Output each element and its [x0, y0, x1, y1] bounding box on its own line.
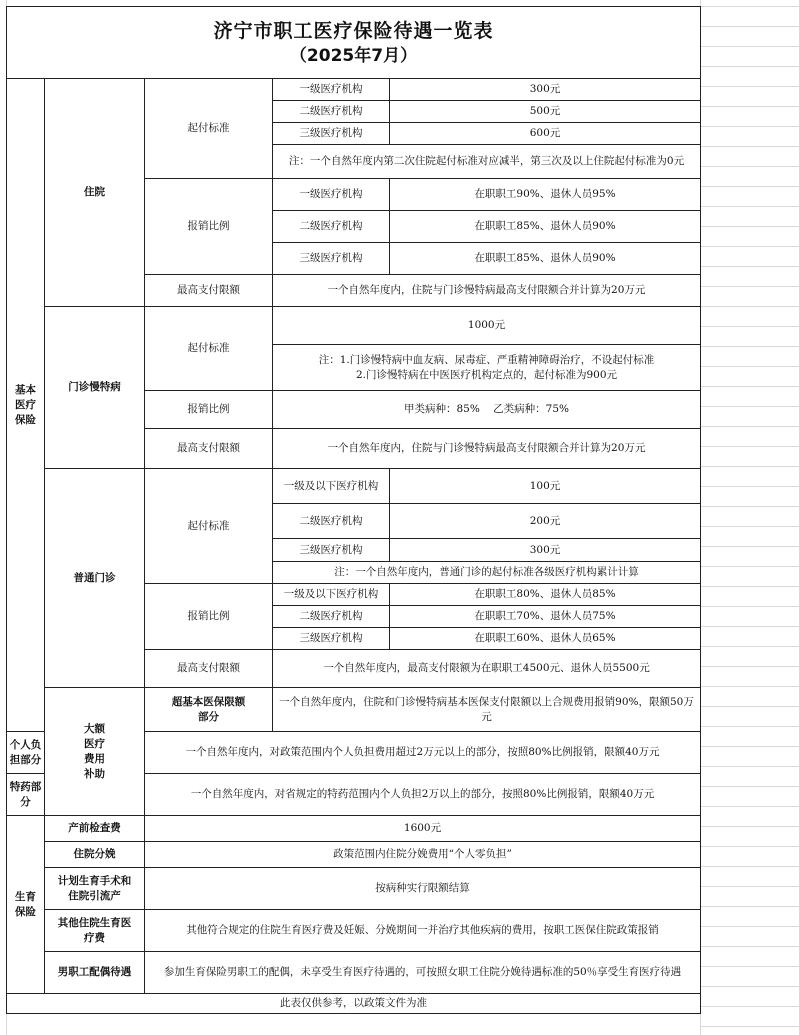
maternity-row-label: 男职工配偶待遇 [45, 952, 145, 994]
inpatient-ratio-level: 一级医疗机构 [273, 179, 390, 211]
grid-row-line [700, 186, 800, 187]
inpatient-ratio-value: 在职职工85%、退休人员90% [390, 243, 701, 275]
major-row-label [145, 688, 273, 732]
outpatient-deductible-label: 起付标准 [145, 469, 273, 584]
footer-note: 此表仅供参考，以政策文件为准 [7, 994, 701, 1014]
grid-row-line [700, 6, 800, 7]
inpatient-deductible-level: 二级医疗机构 [273, 101, 390, 123]
outpatient-ratio-level: 三级医疗机构 [273, 628, 390, 650]
grid-row-line [700, 86, 800, 87]
grid-row-line [700, 786, 800, 787]
grid-row-line [700, 486, 800, 487]
grid-row-line [700, 806, 800, 807]
outpatient-ratio-value: 在职职工80%、退休人员85% [390, 584, 701, 606]
outpatient-cap-label: 最高支付限额 [145, 650, 273, 688]
grid-row-line [700, 986, 800, 987]
grid-row-line [700, 266, 800, 267]
page-title [7, 7, 701, 79]
grid-row-line [700, 746, 800, 747]
grid-row-line [700, 386, 800, 387]
maternity-label-text: 其他住院生育医 疗费 [57, 916, 132, 944]
chronic-deductible-note [273, 345, 701, 391]
maternity-row-label: 住院分娩 [45, 842, 145, 868]
outpatient-deductible-value: 200元 [390, 504, 701, 539]
major-row-value: 一个自然年度内，住院和门诊慢特病基本医保支付限额以上合规费用报销90%，限额50万元 [273, 688, 701, 732]
grid-row-line [700, 686, 800, 687]
grid-row-line [700, 586, 800, 587]
grid-row-line [700, 306, 800, 307]
title-sub: （2025年7月） [289, 45, 418, 66]
grid-row-line [700, 826, 800, 827]
maternity-row-label [45, 910, 145, 952]
maternity-row-value: 参加生育保险男职工的配偶，未享受生育医疗待遇的，可按照女职工住院分娩待遇标准的50％享受生育医疗待遇 [145, 952, 701, 994]
grid-row-line [700, 766, 800, 767]
outpatient-deductible-level: 一级及以下医疗机构 [273, 469, 390, 504]
inpatient-deductible-value: 600元 [390, 123, 701, 145]
major-row-label: 特药部分 [7, 774, 45, 816]
category-major-medical [45, 688, 145, 816]
inpatient-cap-value: 一个自然年度内，住院与门诊慢特病最高支付限额合并计算为20万元 [273, 275, 701, 307]
grid-row-line [700, 626, 800, 627]
outpatient-ratio-value: 在职职工60%、退休人员65% [390, 628, 701, 650]
inpatient-cap-label: 最高支付限额 [145, 275, 273, 307]
inpatient-deductible-level: 一级医疗机构 [273, 79, 390, 101]
maternity-label-text: 计划生育手术和 住院引流产 [57, 874, 132, 902]
grid-row-line [700, 446, 800, 447]
outpatient-ratio-level: 二级医疗机构 [273, 606, 390, 628]
outpatient-deductible-level: 三级医疗机构 [273, 539, 390, 562]
grid-row-line [700, 246, 800, 247]
grid-row-line [700, 146, 800, 147]
grid-row-line [700, 726, 800, 727]
outpatient-deductible-value: 100元 [390, 469, 701, 504]
title-main: 济宁市职工医疗保险待遇一览表 [213, 19, 494, 42]
chronic-deductible-label: 起付标准 [145, 307, 273, 391]
grid-row-line [700, 666, 800, 667]
category-major-label: 大额 医疗 费用 补助 [84, 722, 105, 780]
inpatient-deductible-value: 300元 [390, 79, 701, 101]
grid-row-line [700, 466, 800, 467]
maternity-row-value: 按病种实行限额结算 [145, 868, 701, 910]
category-maternity [7, 816, 45, 994]
grid-row-line [700, 106, 800, 107]
chronic-cap-value: 一个自然年度内，住院与门诊慢特病最高支付限额合并计算为20万元 [273, 429, 701, 469]
grid-row-line [700, 126, 800, 127]
inpatient-deductible-note: 注：一个自然年度内第二次住院起付标准对应减半，第三次及以上住院起付标准为0元 [273, 145, 701, 179]
grid-row-line [700, 326, 800, 327]
category-maternity-label: 生育 保险 [15, 890, 36, 918]
grid-row-line [700, 406, 800, 407]
inpatient-deductible-level: 三级医疗机构 [273, 123, 390, 145]
grid-row-line [700, 426, 800, 427]
maternity-row-value: 政策范围内住院分娩费用“个人零负担” [145, 842, 701, 868]
grid-row-line [700, 226, 800, 227]
chronic-cap-label: 最高支付限额 [145, 429, 273, 469]
maternity-row-label [45, 868, 145, 910]
grid-row-line [700, 1006, 800, 1007]
category-basic-label: 基本 医疗 保险 [15, 383, 36, 426]
grid-row-line [700, 506, 800, 507]
grid-row-line [700, 26, 800, 27]
outpatient-cap-value: 一个自然年度内，最高支付限额为在职职工4500元、退休人员5500元 [273, 650, 701, 688]
grid-row-line [700, 926, 800, 927]
chronic-ratio-value: 甲类病种：85% 乙类病种：75% [273, 391, 701, 429]
major-row-value: 一个自然年度内，对省规定的特药范围内个人负担2万以上的部分，按照80%比例报销，限额40万元 [145, 774, 701, 816]
chronic-ratio-label: 报销比例 [145, 391, 273, 429]
outpatient-ratio-label: 报销比例 [145, 584, 273, 650]
grid-row-line [700, 346, 800, 347]
grid-row-line [700, 566, 800, 567]
grid-row-line [700, 166, 800, 167]
chronic-deductible-value: 1000元 [273, 307, 701, 345]
grid-row-line [700, 866, 800, 867]
grid-row-line [700, 966, 800, 967]
outpatient-ratio-value: 在职职工70%、退休人员75% [390, 606, 701, 628]
major-row-label: 个人负担部分 [7, 732, 45, 774]
section-outpatient: 普通门诊 [45, 469, 145, 688]
inpatient-ratio-value: 在职职工85%、退休人员90% [390, 211, 701, 243]
inpatient-ratio-value: 在职职工90%、退休人员95% [390, 179, 701, 211]
section-chronic: 门诊慢特病 [45, 307, 145, 469]
major-row-value: 一个自然年度内，对政策范围内个人负担费用超过2万元以上的部分，按照80%比例报销，限额40万元 [145, 732, 701, 774]
inpatient-deductible-value: 500元 [390, 101, 701, 123]
grid-row-line [700, 206, 800, 207]
grid-row-line [700, 646, 800, 647]
maternity-row-label: 产前检查费 [45, 816, 145, 842]
grid-row-line [700, 546, 800, 547]
chronic-note-line-2: 2.门诊慢特病在中医医疗机构定点的，起付标准为900元 [355, 368, 618, 381]
maternity-row-value: 1600元 [145, 816, 701, 842]
maternity-row-value: 其他符合规定的住院生育医疗费及妊娠、分娩期间一并治疗其他疾病的费用，按职工医保住院政策报销 [145, 910, 701, 952]
outpatient-deductible-level: 二级医疗机构 [273, 504, 390, 539]
grid-row-line [700, 286, 800, 287]
benefits-table [6, 6, 701, 1014]
grid-row-line [700, 906, 800, 907]
grid-row-line [700, 846, 800, 847]
inpatient-ratio-level: 二级医疗机构 [273, 211, 390, 243]
outpatient-ratio-level: 一级及以下医疗机构 [273, 584, 390, 606]
major-label-text: 超基本医保限额 部分 [171, 695, 246, 723]
section-inpatient: 住院 [45, 79, 145, 307]
grid-row-line [700, 46, 800, 47]
chronic-note-line-1: 注：1.门诊慢特病中血友病、尿毒症、严重精神障碍治疗，不设起付标准 [318, 353, 655, 366]
inpatient-deductible-label: 起付标准 [145, 79, 273, 179]
grid-row-line [700, 706, 800, 707]
outpatient-deductible-note: 注：一个自然年度内，普通门诊的起付标准各级医疗机构累计计算 [273, 562, 701, 584]
grid-row-line [700, 886, 800, 887]
grid-row-line [700, 526, 800, 527]
grid-row-line [700, 1026, 800, 1027]
grid-row-line [700, 606, 800, 607]
grid-row-line [700, 946, 800, 947]
category-basic-medical [7, 79, 45, 732]
inpatient-ratio-label: 报销比例 [145, 179, 273, 275]
inpatient-ratio-level: 三级医疗机构 [273, 243, 390, 275]
grid-row-line [700, 366, 800, 367]
grid-row-line [700, 66, 800, 67]
outpatient-deductible-value: 300元 [390, 539, 701, 562]
